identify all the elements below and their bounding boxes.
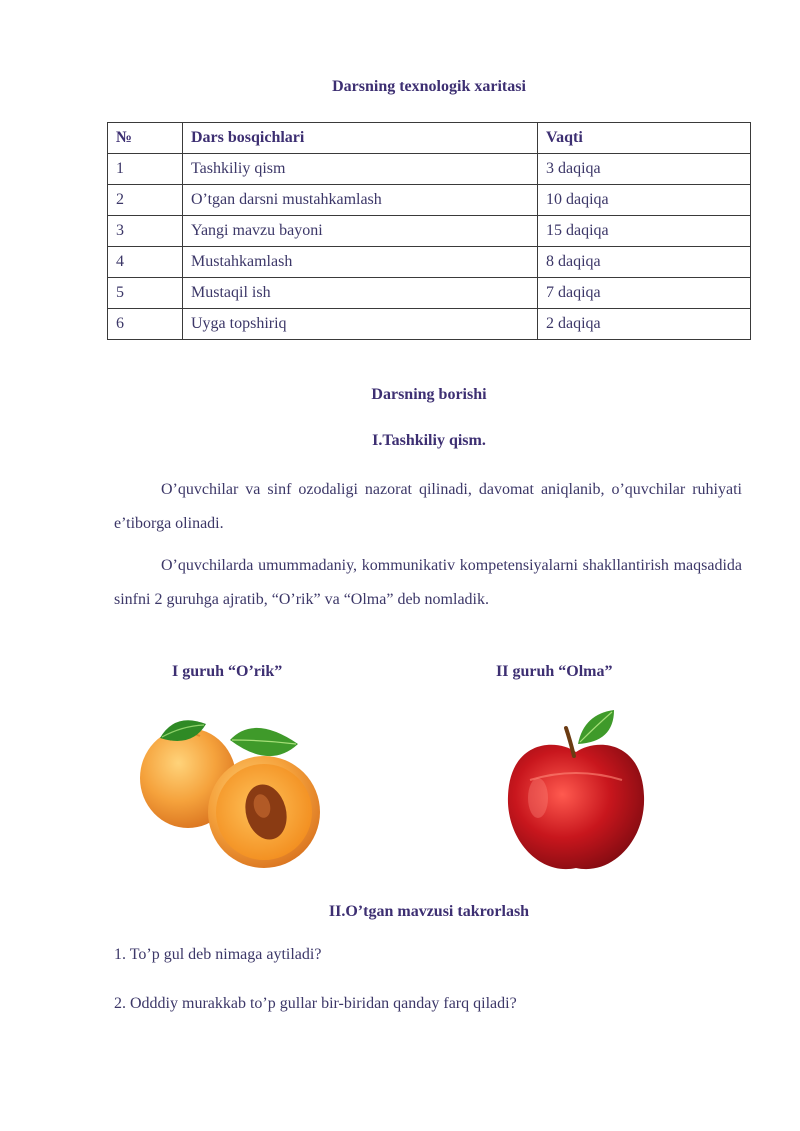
row-number: 5 [108,278,183,309]
review-question-2: 2. Odddiy murakkab to’p gullar bir-biridan qanday farq qiladi? [114,995,517,1012]
row-stage: Mustahkamlash [183,247,538,278]
table-row [108,247,751,278]
lesson-plan-table [107,122,751,340]
paragraph-groups: O’quvchilarda umummadaniy, kommunikativ kompetensiyalarni shakllantirish maqsadida sinfni 2 guruhga ajratib, “O’rik” va “Olma” deb nomladik. [114,557,742,608]
row-time: 15 daqiqa [538,216,751,247]
table-header-row [108,123,751,154]
row-time: 10 daqiqa [538,185,751,216]
table-row [108,309,751,340]
header-number: № [108,123,183,154]
row-number: 4 [108,247,183,278]
stage1-title: I.Tashkiliy qism. [372,432,486,449]
row-time: 8 daqiqa [538,247,751,278]
row-stage: O’tgan darsni mustahkamlash [183,185,538,216]
plan-title: Darsning texnologik xaritasi [332,78,526,95]
row-stage: Uyga topshiriq [183,309,538,340]
row-number: 6 [108,309,183,340]
apple-icon [496,700,656,880]
table-row [108,216,751,247]
header-time: Vaqti [538,123,751,154]
row-time: 7 daqiqa [538,278,751,309]
row-time: 3 daqiqa [538,154,751,185]
group2-label: II guruh “Olma” [496,663,613,680]
paragraph-attendance: O’quvchilar va sinf ozodaligi nazorat qilinadi, davomat aniqlanib, o’quvchilar ruhiyati e’tiborga olinadi. [114,481,742,532]
table-row [108,185,751,216]
row-number: 1 [108,154,183,185]
row-stage: Tashkiliy qism [183,154,538,185]
table-row [108,154,751,185]
review-question-1: 1. To’p gul deb nimaga aytiladi? [114,946,322,963]
group1-label: I guruh “O’rik” [172,663,283,680]
row-number: 2 [108,185,183,216]
row-stage: Mustaqil ish [183,278,538,309]
apricot-icon [130,700,330,880]
table-row [108,278,751,309]
row-number: 3 [108,216,183,247]
row-time: 2 daqiqa [538,309,751,340]
row-stage: Yangi mavzu bayoni [183,216,538,247]
header-stages: Dars bosqichlari [183,123,538,154]
progress-title: Darsning borishi [371,386,487,403]
stage2-title: II.O’tgan mavzusi takrorlash [328,903,530,920]
